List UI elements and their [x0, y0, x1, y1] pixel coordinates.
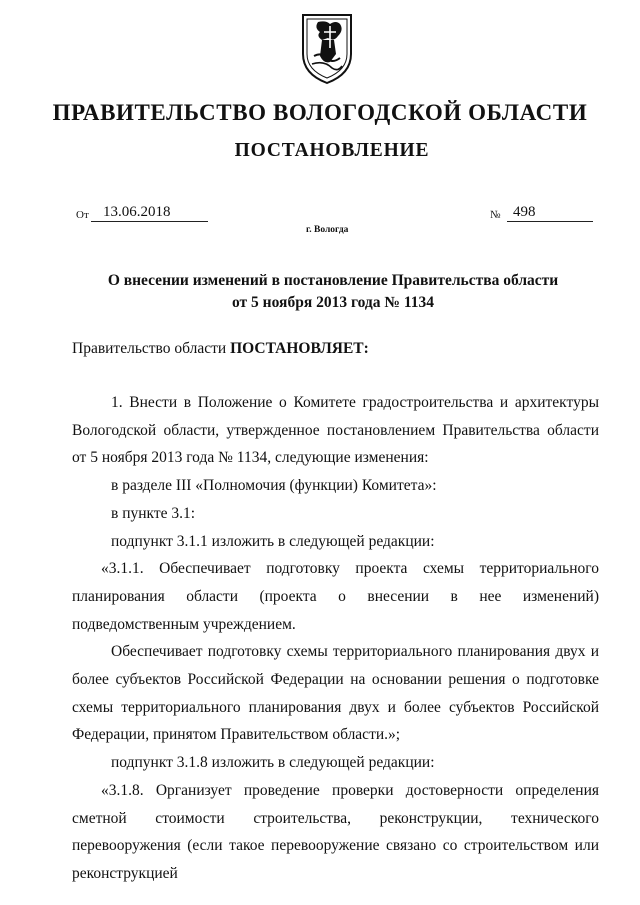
paragraph: в пункте 3.1:	[111, 504, 196, 522]
preamble-prefix: Правительство области	[72, 340, 231, 357]
number-label: №	[490, 209, 501, 221]
subject-line-2: от 5 ноября 2013 года № 1134	[232, 294, 434, 311]
paragraph: «3.1.8. Организует проведение проверки достоверности определения сметной стоимости строительства, реконструкции, технического перевооружения (если такое перевооружение связано со строительством или реконструкцией	[72, 781, 599, 882]
paragraph: «3.1.1. Обеспечивает подготовку проекта схемы территориального планирования области (проекта о внесении в нее изменений) подведомственным учреждением.	[72, 560, 599, 633]
document-body	[72, 389, 599, 888]
paragraph: 1. Внести в Положение о Комитете градостроительства и архитектуры Вологодской области, утвержденное постановлением Правительства области от 5 ноября 2013 года № 1134, следующие изменения:	[72, 394, 599, 467]
preamble	[72, 340, 369, 358]
vologda-coat-of-arms-icon	[300, 12, 354, 86]
preamble-verb: ПОСТАНОВЛЯЕТ:	[230, 340, 369, 357]
number-value: 498	[507, 204, 593, 222]
paragraph: подпункт 3.1.8 изложить в следующей редакции:	[111, 754, 435, 772]
paragraph: в разделе III «Полномочия (функции) Комитета»:	[111, 477, 437, 495]
paragraph: подпункт 3.1.1 изложить в следующей редакции:	[111, 532, 435, 550]
government-title: ПРАВИТЕЛЬСТВО ВОЛОГОДСКОЙ ОБЛАСТИ	[52, 100, 588, 125]
paragraph: Обеспечивает подготовку схемы территориального планирования двух и более субъектов Российской Федерации на основании решения о подготовке схемы территориального планирования двух и более субъектов Российской Федерации, принятом Правительством области.»;	[72, 643, 599, 744]
date-value: 13.06.2018	[91, 204, 208, 222]
document-subject	[0, 270, 640, 314]
document-type: ПОСТАНОВЛЕНИЕ	[234, 140, 430, 161]
date-label: От	[76, 209, 89, 221]
city: г. Вологда	[306, 225, 349, 235]
subject-line-1: О внесении изменений в постановление Правительства области	[107, 272, 559, 289]
